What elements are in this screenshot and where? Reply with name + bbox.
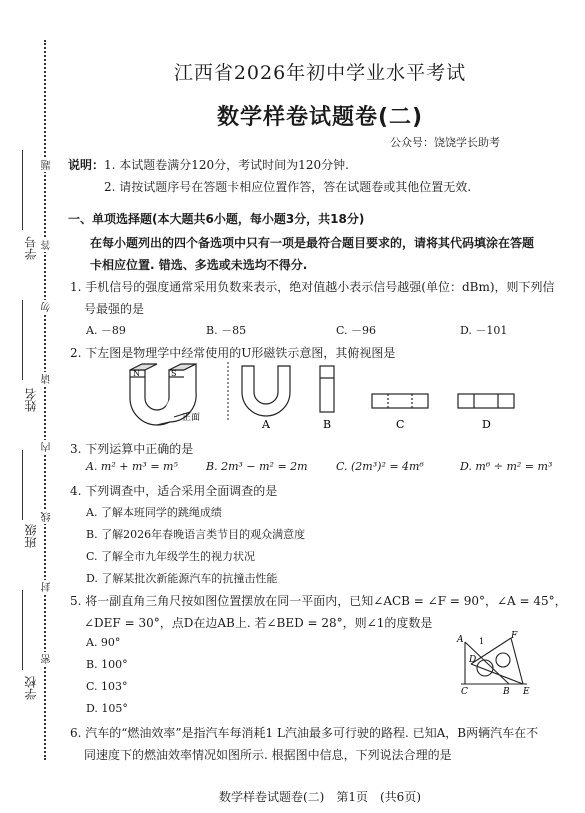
warn-char: 题 [42,160,53,170]
warn-char: 勿 [42,302,53,312]
q3-option-d[interactable]: D. m⁶ ÷ m² = m³ [460,460,553,473]
option-c-figure [372,394,428,408]
warn-char: 内 [42,442,53,452]
fig-label-f: F [511,631,518,641]
name-label: 姓名 [24,388,38,412]
q1-stem-2: 号最强的是 [84,302,145,316]
q6-stem-1: 6. 汽车的“燃油效率”是指汽车每消耗1 L汽油最多可行驶的路程. 已知A，B两辆汽车在不 [70,726,539,740]
id-label: 学号 [24,236,38,260]
front-label: 正面 [182,413,201,423]
q2-figure [70,362,540,434]
q4-option-a[interactable]: A. 了解本班同学的跳绳成绩 [86,506,222,519]
section-instruction-2: 卡相应位置. 错选、多选或未选均不得分. [90,258,308,272]
option-b-figure [320,366,334,412]
q3-option-a[interactable]: A. m² + m³ = m⁵ [86,460,178,473]
fig-label-a: A [457,635,464,645]
magnet-n-label: N [133,369,140,378]
section-heading: 一、单项选择题(本大题共6小题，每小题3分，共18分) [68,212,365,226]
q5-stem-1: 5. 将一副直角三角尺按如图位置摆放在同一平面内，已知∠ACB = ∠F = 90°，∠A = 45°， [70,594,567,608]
q5-stem-2: ∠DEF = 30°，点D在边AB上. 若∠BED = 28°，则∠1的度数是 [84,616,433,630]
notes-text-2: 2. 请按试题序号在答题卡相应位置作答，答在试题卷或其他位置无效. [104,180,472,194]
notes-heading: 说明： [68,158,105,172]
warn-char: 线 [42,512,53,522]
fig-label-d: D [469,655,477,665]
class-field-line[interactable] [22,450,24,520]
q5-option-b[interactable]: B. 100° [86,658,128,671]
q2-label-a[interactable]: A [262,418,270,431]
q4-option-c[interactable]: C. 了解全市九年级学生的视力状况 [86,550,256,563]
q5-figure [455,630,535,696]
q5-option-d[interactable]: D. 105° [86,702,128,715]
fig-label-1: 1 [479,637,485,646]
magnet-s-label: S [171,369,177,378]
school-label: 学校 [24,676,38,700]
q3-option-b[interactable]: B. 2m³ − m² = 2m [206,460,308,473]
q3-stem: 3. 下列运算中正确的是 [70,442,194,456]
name-field-line[interactable] [22,300,24,380]
q1-option-d[interactable]: D. －101 [460,324,508,337]
q5-option-a[interactable]: A. 90° [86,636,121,649]
option-a-figure [242,366,290,416]
q4-stem: 4. 下列调查中，适合采用全面调查的是 [70,484,278,498]
warn-char: 请 [42,374,53,384]
paper-title: 数学样卷试题卷(二) [216,105,424,130]
q4-option-b[interactable]: B. 了解2026年春晚语言类节目的观众满意度 [86,528,306,541]
publisher-note: 公众号：饶饶学长助考 [390,136,500,149]
q1-option-a[interactable]: A. －89 [86,324,126,337]
q1-option-c[interactable]: C. －96 [336,324,377,337]
id-field-line[interactable] [22,150,24,230]
q3-option-c[interactable]: C. (2m³)² = 4m⁶ [336,460,424,473]
fig-label-c: C [461,687,468,696]
class-label: 班级 [24,524,38,548]
section-instruction-1: 在每小题列出的四个备选项中只有一项是最符合题目要求的，请将其代码填涂在答题 [90,236,535,250]
q2-label-b[interactable]: B [323,418,332,431]
option-d-figure [458,394,514,408]
warn-char: 答 [42,240,53,250]
q1-option-b[interactable]: B. －85 [206,324,247,337]
exam-title: 江西省2026年初中学业水平考试 [173,62,467,84]
warn-char: 封 [42,582,53,592]
fig-label-b: B [503,687,510,696]
q6-stem-2: 同速度下的燃油效率情况如图所示. 根据图中信息，下列说法合理的是 [84,748,452,762]
q5-option-c[interactable]: C. 103° [86,680,128,693]
q2-label-c[interactable]: C [396,418,405,431]
q1-stem-1: 1. 手机信号的强度通常采用负数来表示，绝对值越小表示信号越强(单位：dBm)，则下列信 [70,280,555,294]
page-footer: 数学样卷试题卷(二) 第1页 (共6页) [219,790,421,804]
q4-option-d[interactable]: D. 了解某批次新能源汽车的抗撞击性能 [86,572,278,585]
fig-label-e: E [523,687,530,696]
notes-text-1: 1. 本试题卷满分120分，考试时间为120分钟. [104,158,349,172]
q2-stem: 2. 下左图是物理学中经常使用的U形磁铁示意图，其俯视图是 [70,346,396,360]
school-field-line[interactable] [22,590,24,670]
binding-strip [0,0,60,813]
warn-char: 密 [42,654,53,664]
q2-label-d[interactable]: D [482,418,491,431]
notes-line-1 [68,156,349,173]
